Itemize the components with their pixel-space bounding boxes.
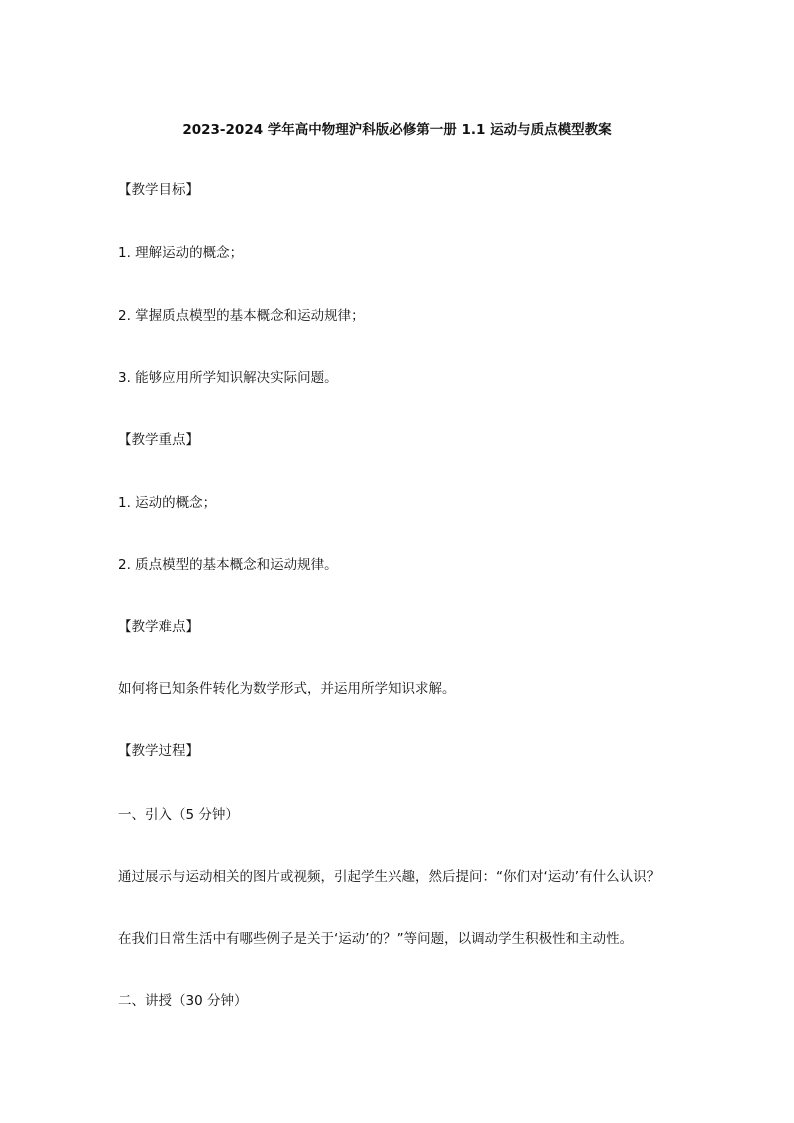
- section-heading-difficulties: 【教学难点】: [118, 619, 199, 635]
- section-heading-key-points: 【教学重点】: [118, 432, 199, 448]
- process-intro-heading: 一、引入（5 分钟）: [118, 807, 239, 823]
- objective-item-2: 2. 掌握质点模型的基本概念和运动规律；: [118, 308, 365, 324]
- key-point-item-2: 2. 质点模型的基本概念和运动规律。: [118, 557, 338, 573]
- objective-item-1: 1. 理解运动的概念；: [118, 245, 244, 261]
- process-lecture-heading: 二、讲授（30 分钟）: [118, 993, 248, 1009]
- process-intro-text-1: 通过展示与运动相关的图片或视频，引起学生兴趣，然后提问：“你们对‘运动’有什么认识？: [118, 869, 661, 885]
- objective-item-3: 3. 能够应用所学知识解决实际问题。: [118, 370, 338, 386]
- section-heading-objectives: 【教学目标】: [118, 182, 199, 198]
- key-point-item-1: 1. 运动的概念；: [118, 495, 217, 511]
- process-intro-text-2: 在我们日常生活中有哪些例子是关于‘运动’的？”等问题，以调动学生积极性和主动性。: [118, 931, 634, 947]
- difficulty-text: 如何将已知条件转化为数学形式，并运用所学知识求解。: [118, 681, 456, 697]
- section-heading-process: 【教学过程】: [118, 743, 199, 759]
- document-title: 2023-2024 学年高中物理沪科版必修第一册 1.1 运动与质点模型教案: [182, 122, 612, 138]
